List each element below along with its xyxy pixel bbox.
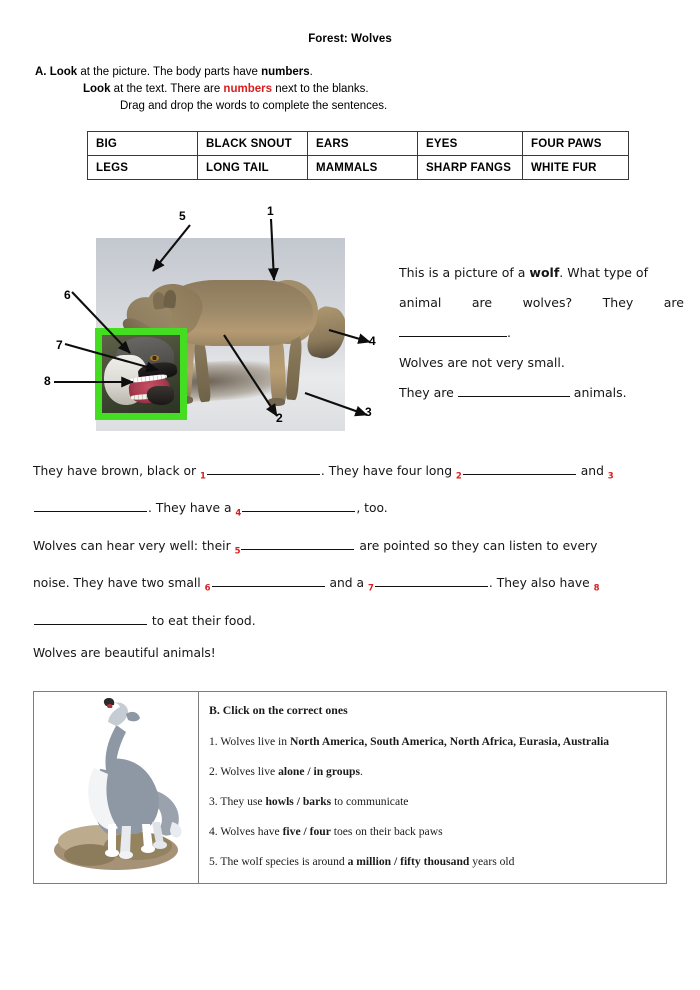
para-line-3 (33, 530, 669, 567)
para-text-6: Wolves can hear very well: their (33, 538, 235, 553)
callout-number-4: 4 (369, 334, 376, 348)
item-pre-5: The wolf species is around (220, 855, 348, 868)
table-row (88, 132, 629, 156)
item-number-3: 3. (209, 795, 221, 808)
blank-number-1: 1 (199, 471, 206, 482)
instruction-numbers-red: numbers (223, 83, 272, 95)
item-number-2: 2. (209, 765, 221, 778)
item-choice-4[interactable]: five / four (282, 825, 331, 838)
wolf-head-inset-photo (95, 328, 187, 420)
word-chip-legs[interactable]: LEGS (88, 156, 198, 180)
para-text-1: They have brown, black or (33, 464, 200, 478)
word-chip-ears[interactable]: EARS (308, 132, 418, 156)
para-text-10: . They also have (488, 576, 594, 591)
intro-period: . (507, 325, 511, 340)
item-pre-2: Wolves live (220, 765, 279, 778)
item-choice-2[interactable]: alone / in groups (278, 765, 360, 778)
para-text-11: to eat their food. (148, 613, 256, 628)
item-post-5: years old (469, 855, 515, 868)
callout-number-5: 5 (179, 209, 186, 223)
inset-photo-content (102, 335, 180, 413)
intro-text-b: . What type of (559, 265, 648, 280)
instruction-look-word-2: Look (83, 83, 111, 95)
callout-number-6: 6 (64, 288, 71, 302)
blank-number-2: 2 (455, 471, 462, 482)
item-choice-3[interactable]: howls / barks (265, 795, 332, 808)
item-number-5: 5. (209, 855, 221, 868)
word-chip-black-snout[interactable]: BLACK SNOUT (198, 132, 308, 156)
list-item[interactable] (209, 795, 656, 808)
instruction-line-3: Drag and drop the words to complete the sentences. (120, 100, 388, 112)
callout-number-2: 2 (276, 411, 283, 425)
para-text-9: and a (325, 576, 368, 591)
para-text-4: . They have a (148, 501, 236, 516)
word-chip-eyes[interactable]: EYES (418, 132, 523, 156)
list-item[interactable] (209, 735, 656, 748)
instruction-line-1-end: . (309, 66, 313, 78)
item-number-1: 1. (209, 735, 221, 748)
section-b-questions (199, 692, 666, 883)
para-text-8: noise. They have two small (33, 576, 205, 591)
list-item[interactable] (209, 765, 656, 778)
fill-in-paragraph (33, 455, 669, 669)
section-b-list (209, 735, 656, 868)
para-line-5 (33, 605, 669, 637)
word-bank-table (87, 131, 629, 180)
intro-text-column (399, 258, 684, 408)
word-chip-white-fur[interactable]: WHITE FUR (523, 156, 629, 180)
item-post-3: to communicate (331, 795, 409, 808)
inset-wolf-jaw (147, 386, 174, 405)
item-choice-1[interactable]: North America, South America, North Africa, Eurasia, Australia (289, 735, 610, 748)
blank-number-3: 3 (607, 471, 614, 482)
para-line-2 (33, 492, 669, 529)
item-pre-4: Wolves have (220, 825, 283, 838)
blank-1[interactable] (207, 463, 320, 475)
word-chip-long-tail[interactable]: LONG TAIL (198, 156, 308, 180)
instruction-line-2 (83, 81, 655, 98)
intro-line-1 (399, 258, 684, 288)
intro-text-c: They are (399, 385, 458, 400)
blank-intro-1[interactable] (399, 325, 507, 337)
intro-wolf-bold: wolf (529, 265, 560, 280)
para-line-4 (33, 567, 669, 604)
blank-2[interactable] (463, 463, 576, 475)
howling-wolf-illustration-cell (34, 692, 199, 883)
list-item[interactable] (209, 855, 656, 868)
intro-line-5 (399, 378, 684, 408)
word-chip-big[interactable]: BIG (88, 132, 198, 156)
callout-number-7: 7 (56, 338, 63, 352)
blank-intro-2[interactable] (458, 385, 570, 397)
blank-4[interactable] (242, 500, 355, 512)
blank-number-5: 5 (234, 546, 241, 557)
page-title: Forest: Wolves (308, 33, 392, 45)
section-b-heading: B. Click on the correct ones (209, 703, 348, 717)
list-item[interactable] (209, 825, 656, 838)
howling-wolf-icon (46, 698, 196, 878)
callout-number-3: 3 (365, 405, 372, 419)
instruction-marker-a: A. (35, 66, 50, 78)
instruction-numbers-bold: numbers (261, 66, 310, 78)
instruction-line-1-mid: at the picture. The body parts have (77, 66, 262, 78)
blank-number-8: 8 (593, 583, 600, 594)
table-row (88, 156, 629, 180)
callout-number-8: 8 (44, 374, 51, 388)
blank-7[interactable] (375, 575, 488, 587)
para-line-1 (33, 455, 669, 492)
blank-6[interactable] (212, 575, 325, 587)
item-pre-3: They use (220, 795, 266, 808)
item-post-2: . (360, 765, 363, 778)
word-chip-four-paws[interactable]: FOUR PAWS (523, 132, 629, 156)
instruction-look-word: Look (49, 66, 78, 78)
callout-number-1: 1 (267, 204, 274, 218)
blank-number-4: 4 (235, 508, 242, 519)
blank-number-7: 7 (367, 583, 374, 594)
blank-3[interactable] (34, 500, 147, 512)
instruction-line-2-mid: at the text. There are (110, 83, 224, 95)
item-pre-1: Wolves live in (220, 735, 290, 748)
word-chip-mammals[interactable]: MAMMALS (308, 156, 418, 180)
intro-line-4: Wolves are not very small. (399, 355, 565, 370)
intro-text-d: animals. (569, 385, 627, 400)
word-chip-sharp-fangs[interactable]: SHARP FANGS (418, 156, 523, 180)
para-text-5: , too. (356, 501, 388, 516)
intro-line-2: animal are wolves? They are (399, 295, 684, 310)
para-line-6: Wolves are beautiful animals! (33, 645, 216, 660)
blank-number-6: 6 (204, 583, 211, 594)
blank-8[interactable] (34, 613, 147, 625)
intro-line-3 (399, 318, 684, 348)
item-choice-5[interactable]: a million / fifty thousand (347, 855, 470, 868)
item-post-4: toes on their back paws (330, 825, 443, 838)
wolf-figure (40, 200, 400, 440)
instruction-line-2-end: next to the blanks. (272, 83, 369, 95)
section-b-table (33, 691, 667, 884)
instruction-line-1 (35, 64, 655, 81)
para-text-3: and (576, 464, 608, 478)
item-number-4: 4. (209, 825, 221, 838)
para-text-2: . They have four long (320, 464, 456, 478)
para-text-7: are pointed so they can listen to every (355, 538, 598, 553)
instructions-block (35, 64, 655, 115)
inset-wolf-eye (150, 355, 159, 361)
wolf-paw-hind (268, 398, 285, 406)
intro-text-a: This is a picture of a (399, 265, 530, 280)
blank-5[interactable] (241, 538, 354, 550)
